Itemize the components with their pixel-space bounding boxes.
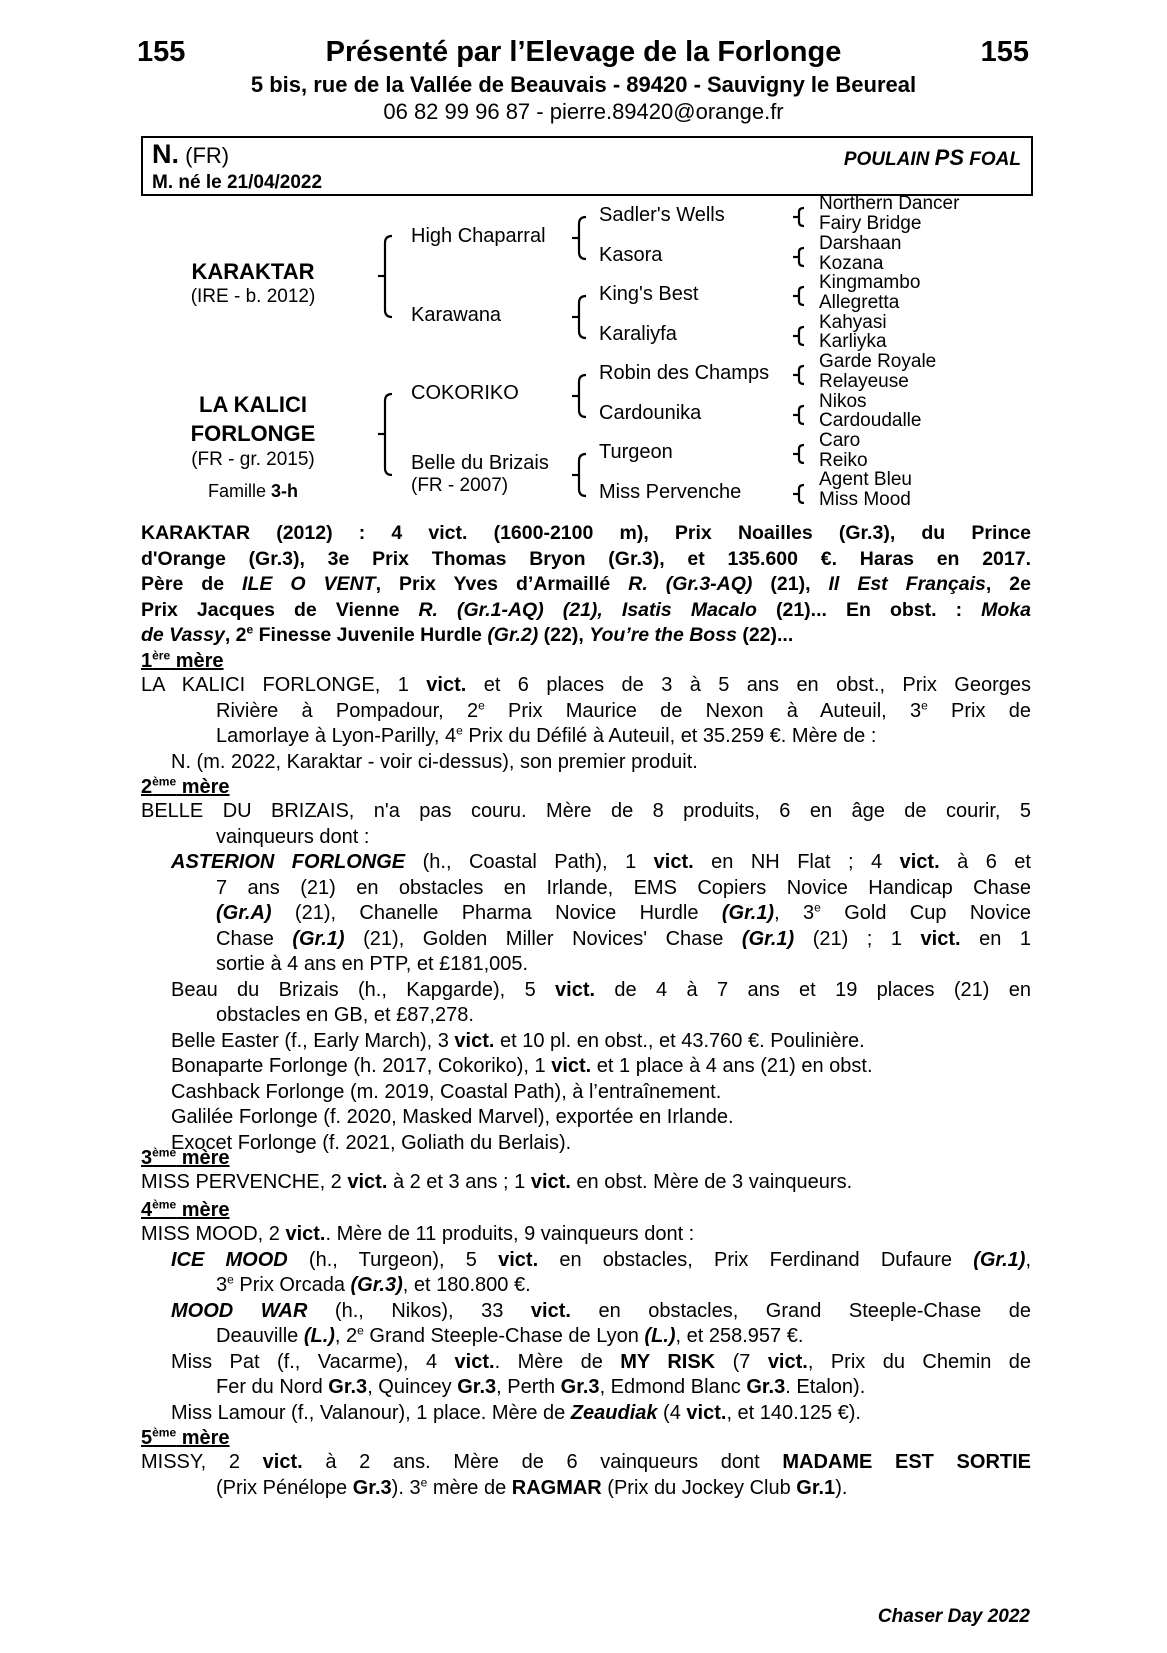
horse-birth-date: M. né le 21/04/2022 [152,172,323,193]
heading-4eme-mere: 4ème mère [141,1197,230,1221]
lot-number-left: 155 [137,36,186,68]
section-1ere-mere [141,673,1031,775]
mere4-miss-pat-2: Fer du Nord Gr.3, Quincey Gr.3, Perth Gr.3, Edmond Blanc Gr.3. Etalon). [216,1376,866,1398]
pedigree-gen4-15: Agent Bleu [819,469,912,490]
pedigree-gen4-7: Kahyasi [819,312,887,333]
pedigree-dam-info: (FR - gr. 2015) [191,449,315,470]
mere4-ice-mood-2: 3e Prix Orcada (Gr.3), et 180.800 €. [216,1272,531,1296]
mere1-line-2: Rivière à Pompadour, 2e Prix Maurice de Nexon à Auteuil, 3e Prix de [216,697,1031,722]
section-4eme-mere [141,1222,1031,1426]
pedigree-family [133,481,373,502]
lot-number-right: 155 [980,36,1029,68]
sire-line-1: KARAKTAR (2012) : 4 vict. (1600-2100 m), Prix Noailles (Gr.3), du Prince [141,522,1031,544]
pedigree-gen2-2: Karawana [411,304,502,326]
heading-3eme-mere: 3ème mère [141,1145,230,1169]
pedigree-gen3-8: Miss Pervenche [599,481,742,503]
pedigree-gen4-4: Kozana [819,253,884,274]
sire-line-5: de Vassy, 2e Finesse Juvenile Hurdle (Gr.2) (22), You’re the Boss (22)... [141,622,794,646]
mere5-line-2: (Prix Pénélope Gr.3). 3e mère de RAGMAR (Prix du Jockey Club Gr.1). [216,1474,848,1499]
mere1-line-3: Lamorlaye à Lyon-Parilly, 4e Prix du Défilé à Auteuil, et 35.259 €. Mère de : [216,723,877,747]
pedigree-gen4-3: Darshaan [819,233,902,254]
mere2-asterion-5: sortie à 4 ans en PTP, et £181,005. [216,953,529,975]
sire-line-3: Père de ILE O VENT, Prix Yves d’Armaillé R. (Gr.3-AQ) (21), Il Est Français, 2e [141,573,1031,595]
pedigree-sire: KARAKTAR [191,259,315,284]
mere2-beau-1: Beau du Brizais (h., Kapgarde), 5 vict. de 4 à 7 ans et 19 places (21) en [171,978,1031,1001]
mere4-mood-war-1: MOOD WAR (h., Nikos), 33 vict. en obstacles, Grand Steeple-Chase de [171,1299,1031,1322]
section-5eme-mere [141,1450,1031,1501]
horse-name-text: N. [152,139,179,169]
family-label: Famille [207,481,266,501]
section-2eme-mere [141,799,1031,1156]
pedigree-gen3-3: King's Best [599,283,699,305]
pedigree-gen2-4-note: (FR - 2007) [411,475,509,496]
pedigree-gen3-7: Turgeon [599,441,673,463]
section-3eme-mere [141,1170,1031,1196]
sex-label-ps: PS [934,145,964,170]
pedigree-gen4-11: Nikos [819,391,867,412]
mere4-ice-mood-1: ICE MOOD (h., Turgeon), 5 vict. en obstacles, Prix Ferdinand Dufaure (Gr.1), [171,1248,1031,1271]
mere2-asterion-1: ASTERION FORLONGE (h., Coastal Path), 1 vict. en NH Flat ; 4 vict. à 6 et [171,851,1031,873]
family-value: 3-h [271,481,299,501]
sire-line-4: Prix Jacques de Vienne R. (Gr.1-AQ) (21), Isatis Macalo (21)... En obst. : Moka [141,598,1031,621]
mere4-miss-lamour: Miss Lamour (f., Valanour), 1 place. Mère de Zeaudiak (4 vict., et 140.125 €). [171,1401,861,1424]
pedigree-gen2-1: High Chaparral [411,225,546,247]
mere2-cashback: Cashback Forlonge (m. 2019, Coastal Path), à l’entraînement. [171,1080,722,1103]
page-title: Présenté par l’Elevage de la Forlonge [325,36,842,68]
mere2-asterion-3: (Gr.A) (21), Chanelle Pharma Novice Hurdle (Gr.1), 3e Gold Cup Novice [216,900,1031,924]
pedigree-dam-line1: LA KALICI [199,392,307,417]
heading-5eme-mere: 5ème mère [141,1425,230,1449]
consignor-contact: 06 82 99 96 87 - pierre.89420@orange.fr [383,99,784,124]
pedigree-gen4-16: Miss Mood [819,489,911,510]
mere2-asterion-4: Chase (Gr.1) (21), Golden Miller Novices' Chase (Gr.1) (21) ; 1 vict. en 1 [216,927,1031,950]
pedigree-gen2-4: Belle du Brizais [411,452,549,474]
sex-label-en: FOAL [969,149,1021,170]
mere2-line-1: BELLE DU BRIZAIS, n'a pas couru. Mère de 8 produits, 6 en âge de courir, 5 [141,800,1031,822]
mere1-line-4: N. (m. 2022, Karaktar - voir ci-dessus), son premier produit. [171,750,698,773]
heading-1ere-mere: 1ère mère [141,648,224,672]
sire-line-2: d'Orange (Gr.3), 3e Prix Thomas Bryon (Gr.3), et 135.600 €. Haras en 2017. [141,547,1031,570]
mere2-belle-easter: Belle Easter (f., Early March), 3 vict. et 10 pl. en obst., et 43.760 €. Poulinière. [171,1029,865,1052]
mere5-line-1: MISSY, 2 vict. à 2 ans. Mère de 6 vainqueurs dont MADAME EST SORTIE [141,1451,1032,1473]
mere2-line-2: vainqueurs dont : [216,825,370,848]
pedigree-gen4-9: Garde Royale [819,351,937,372]
mere3-line-1: MISS PERVENCHE, 2 vict. à 2 et 3 ans ; 1 vict. en obst. Mère de 3 vainqueurs. [141,1171,853,1193]
mere2-galilee: Galilée Forlonge (f. 2020, Masked Marvel), exportée en Irlande. [171,1106,734,1128]
pedigree-gen4-6: Allegretta [819,292,900,313]
pedigree-gen4-10: Relayeuse [819,371,909,392]
sire-description [141,521,1031,649]
pedigree-gen2-3: COKORIKO [411,382,519,404]
pedigree-gen3-5: Robin des Champs [599,362,770,384]
mere4-line-1: MISS MOOD, 2 vict.. Mère de 11 produits, 9 vainqueurs dont : [141,1223,695,1245]
pedigree-gen3-6: Cardounika [599,402,702,424]
pedigree-gen3-4: Karaliyfa [599,323,677,345]
pedigree-gen4-5: Kingmambo [819,272,921,293]
mere4-miss-pat-1: Miss Pat (f., Vacarme), 4 vict.. Mère de MY RISK (7 vict., Prix du Chemin de [171,1350,1032,1373]
horse-origin: (FR) [185,143,230,168]
pedigree-gen4-2: Fairy Bridge [819,213,922,234]
pedigree-gen4-8: Karliyka [819,331,887,352]
pedigree-gen4-14: Reiko [819,450,868,471]
pedigree-gen3-2: Kasora [599,244,663,266]
pedigree-dam-line2: FORLONGE [190,421,316,446]
consignor-address: 5 bis, rue de la Vallée de Beauvais - 89420 - Sauvigny le Beureal [250,72,917,97]
mere4-mood-war-2: Deauville (L.), 2e Grand Steeple-Chase de Lyon (L.), et 258.957 €. [216,1323,804,1347]
mere2-beau-2: obstacles en GB, et £87,278. [216,1004,474,1026]
footer-sale-name: Chaser Day 2022 [877,1606,1030,1627]
pedigree-gen3-1: Sadler's Wells [599,204,725,226]
heading-2eme-mere: 2ème mère [141,774,230,798]
pedigree-gen4-12: Cardoudalle [819,410,922,431]
pedigree-gen4-13: Caro [819,430,861,451]
mere1-line-1: LA KALICI FORLONGE, 1 vict. et 6 places de 3 à 5 ans en obst., Prix Georges [141,674,1031,696]
pedigree-gen4-1: Northern Dancer [819,193,960,214]
mere2-bonaparte: Bonaparte Forlonge (h. 2017, Cokoriko), 1 vict. et 1 place à 4 ans (21) en obst. [171,1055,873,1077]
mere2-asterion-2: 7 ans (21) en obstacles en Irlande, EMS Copiers Novice Handicap Chase [216,876,1031,899]
sex-label-fr: POULAIN [843,149,930,170]
pedigree-sire-info: (IRE - b. 2012) [190,286,316,307]
mere2-exocet: Exocet Forlonge (f. 2021, Goliath du Berlais). [171,1131,572,1154]
